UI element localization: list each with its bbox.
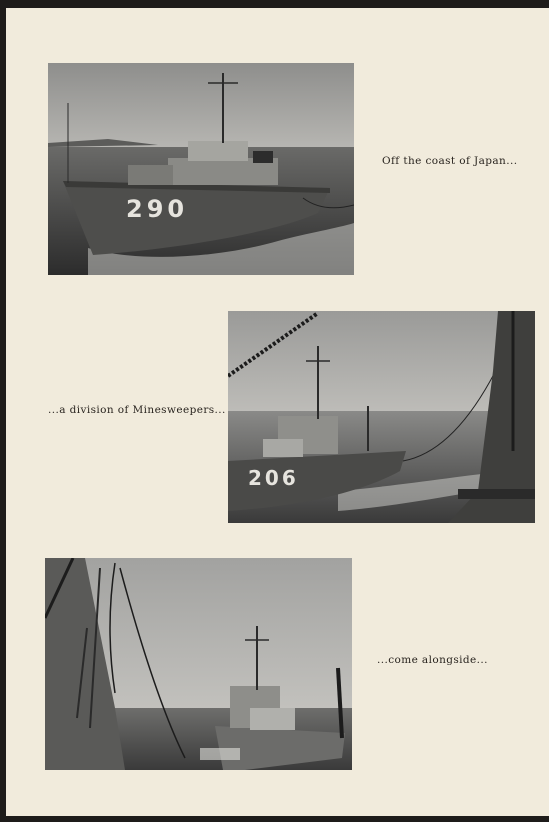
caption-come-alongside: ...come alongside...: [377, 654, 488, 666]
minesweeper-290-photo: [48, 63, 354, 275]
caption-division-minesweepers: ...a division of Minesweepers...: [48, 404, 226, 416]
yearbook-page: [6, 8, 549, 816]
hull-number-206: 206: [248, 466, 299, 490]
hull-number-290: 290: [126, 195, 189, 223]
minesweeper-alongside-photo: [45, 558, 352, 770]
minesweeper-206-photo: [228, 311, 535, 523]
caption-off-coast-japan: Off the coast of Japan...: [382, 155, 518, 167]
